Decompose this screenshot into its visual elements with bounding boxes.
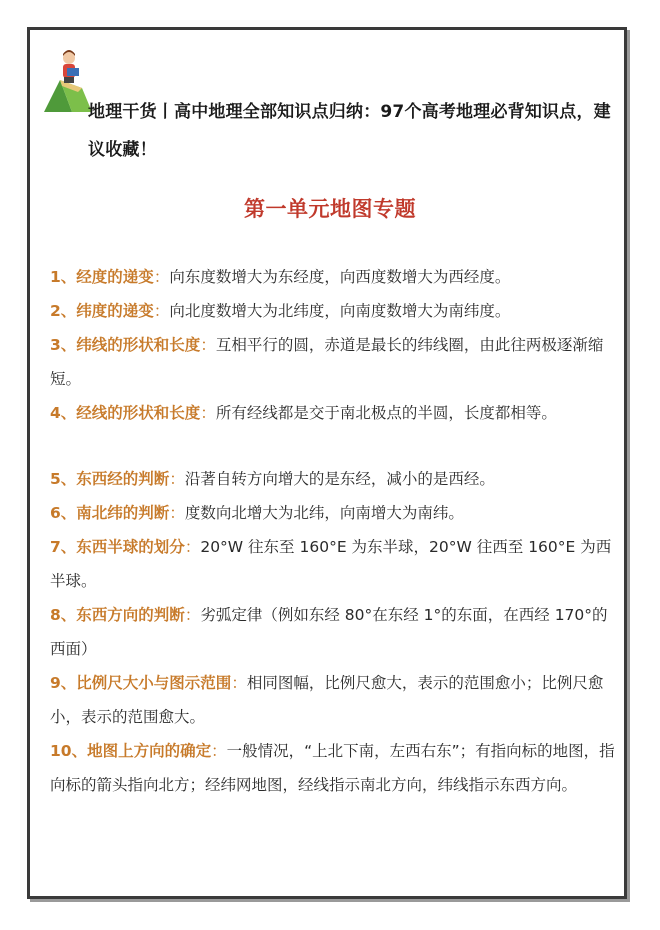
item-number: 1、 <box>50 268 77 286</box>
list-item: 10、地图上方向的确定：一般情况，“上北下南，左西右东”；有指向标的地图，指向标的箭头指向北方；经纬网地图，经线指示南北方向，纬线指示东西方向。 <box>50 742 615 794</box>
item-number: 4、 <box>50 404 77 422</box>
reading-person-logo-icon <box>42 44 94 114</box>
item-term: 经度的递变 <box>76 268 154 286</box>
item-number: 2、 <box>50 302 77 320</box>
item-number: 7、 <box>50 538 77 556</box>
section-gap <box>50 430 615 462</box>
item-term: 东西方向的判断 <box>76 606 185 624</box>
item-term: 东西半球的划分 <box>76 538 185 556</box>
item-term: 纬度的递变 <box>76 302 154 320</box>
unit-title: 第一单元地图专题 <box>244 197 416 221</box>
list-item: 3、纬线的形状和长度：互相平行的圆，赤道是最长的纬线圈，由此往两极逐渐缩短。 <box>50 336 604 388</box>
list-item: 9、比例尺大小与图示范围：相同图幅，比例尺愈大，表示的范围愈小；比例尺愈小，表示的范围愈大。 <box>50 674 604 726</box>
item-text: 劣弧定律（例如东经 80°在东经 1°的东面，在西经 170°的西面） <box>50 606 608 658</box>
document-frame <box>27 27 627 899</box>
item-text: 一般情况，“上北下南，左西右东”；有指向标的地图，指向标的箭头指向北方；经纬网地图，经线指示南北方向，纬线指示东西方向。 <box>50 742 615 794</box>
item-term: 纬线的形状和长度 <box>76 336 201 354</box>
item-number: 6、 <box>50 504 77 522</box>
item-text: 向东度数增大为东经度，向西度数增大为西经度。 <box>169 268 511 286</box>
item-text: 度数向北增大为北纬，向南增大为南纬。 <box>184 504 464 522</box>
item-number: 5、 <box>50 470 77 488</box>
article-title: 地理干货丨高中地理全部知识点归纳：97个高考地理必背知识点，建议收藏！ <box>88 102 611 160</box>
list-item: 1、经度的递变：向东度数增大为东经度，向西度数增大为西经度。 <box>50 268 511 286</box>
item-term: 比例尺大小与图示范围 <box>76 674 232 692</box>
item-number: 9、 <box>50 674 77 692</box>
item-number: 8、 <box>50 606 77 624</box>
item-text: 20°W 往东至 160°E 为东半球，20°W 往西至 160°E 为西半球。 <box>50 538 612 590</box>
item-text: 互相平行的圆，赤道是最长的纬线圈，由此往两极逐渐缩短。 <box>50 336 604 388</box>
item-text: 所有经线都是交于南北极点的半圆，长度都相等。 <box>215 404 557 422</box>
list-item: 4、经线的形状和长度：所有经线都是交于南北极点的半圆，长度都相等。 <box>50 404 557 422</box>
item-number: 3、 <box>50 336 77 354</box>
item-term: 南北纬的判断 <box>76 504 170 522</box>
item-term: 东西经的判断 <box>76 470 170 488</box>
item-term: 经线的形状和长度 <box>76 404 201 422</box>
list-item: 6、南北纬的判断：度数向北增大为北纬，向南增大为南纬。 <box>50 504 464 522</box>
list-item: 2、纬度的递变：向北度数增大为北纬度，向南度数增大为南纬度。 <box>50 302 511 320</box>
item-text: 沿著自转方向增大的是东经，减小的是西经。 <box>184 470 495 488</box>
list-item: 7、东西半球的划分：20°W 往东至 160°E 为东半球，20°W 往西至 160°E 为西半球。 <box>50 538 612 590</box>
knowledge-list <box>50 260 615 802</box>
list-item: 8、东西方向的判断：劣弧定律（例如东经 80°在东经 1°的东面，在西经 170°的西面） <box>50 606 608 658</box>
item-text: 向北度数增大为北纬度，向南度数增大为南纬度。 <box>169 302 511 320</box>
list-item: 5、东西经的判断：沿著自转方向增大的是东经，减小的是西经。 <box>50 470 495 488</box>
item-number: 10、 <box>50 742 88 760</box>
item-term: 地图上方向的确定 <box>87 742 212 760</box>
item-text: 相同图幅，比例尺愈大，表示的范围愈小；比例尺愈小，表示的范围愈大。 <box>50 674 604 726</box>
